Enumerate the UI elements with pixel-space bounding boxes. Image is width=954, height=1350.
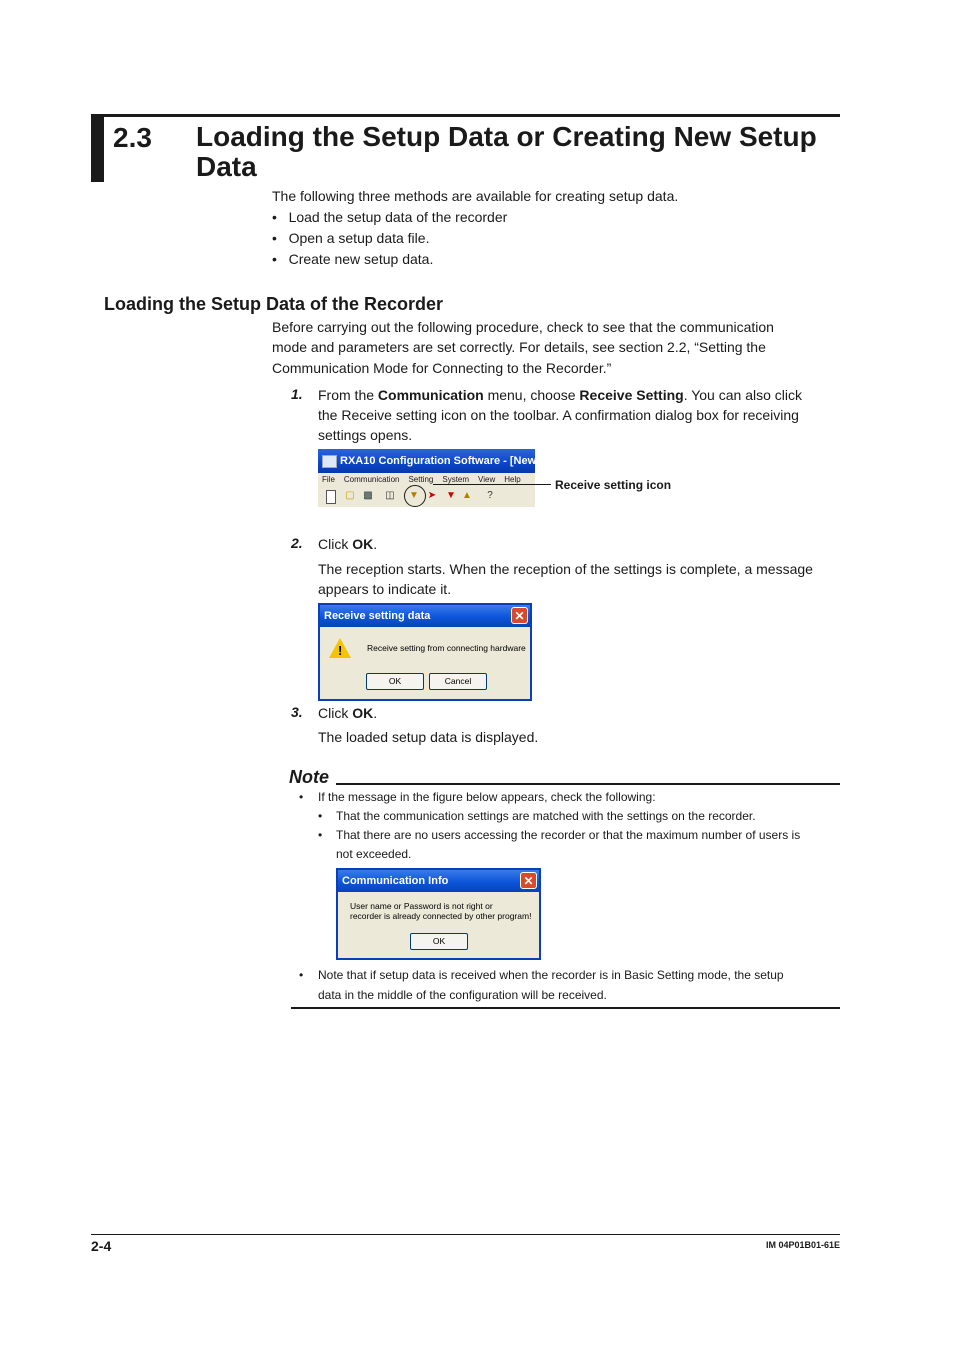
intro-bullet-1-text: Load the setup data of the recorder [288, 209, 508, 225]
step-3-ok: OK [352, 705, 374, 721]
note-sub-1-dot: • [318, 809, 323, 823]
app-title: RXA10 Configuration Software - [NewFile] [340, 455, 559, 467]
intro-text: The following three methods are available for creating setup data. [272, 188, 679, 204]
intro-bullet-1: • Load the setup data of the recorder [272, 209, 508, 225]
open-folder-icon[interactable]: ▢ [345, 490, 355, 501]
note-title: Note [289, 767, 329, 787]
step-2-detail-2: appears to indicate it. [318, 581, 452, 597]
document-id: IM 04P01B01-61E [765, 1240, 840, 1250]
step-1-line-2: the Receive setting icon on the toolbar. A confirmation dialog box for receiving [318, 407, 799, 423]
receive-icon-highlight [404, 485, 426, 507]
step-1-text-d: . You can also click [683, 387, 802, 403]
intro-bullet-2-text: Open a setup data file. [288, 230, 430, 246]
step-1-command-name: Receive Setting [579, 387, 684, 403]
step-1-line-3: settings opens. [318, 427, 413, 443]
receive-dialog-message: Receive setting from connecting hardware [367, 643, 526, 653]
step-2-detail-1: The reception starts. When the reception of the settings is complete, a message [318, 561, 813, 577]
new-file-icon[interactable] [326, 490, 336, 504]
subsection-intro-1: Before carrying out the following procedure, check to see that the communication [272, 319, 774, 335]
step-1-number: 1. [291, 386, 303, 402]
menu-help[interactable]: Help [504, 475, 521, 484]
step-3-end: . [373, 705, 378, 721]
communication-info-dialog [336, 868, 541, 960]
subsection-intro-3: Communication Mode for Connecting to the Recorder.” [272, 360, 612, 376]
callout-label: Receive setting icon [555, 478, 672, 492]
send-setting-icon[interactable]: ➤ [427, 490, 437, 501]
section-bar [91, 114, 104, 182]
note-sub-2-line-2: not exceeded. [336, 847, 412, 861]
step-3-detail: The loaded setup data is displayed. [318, 729, 539, 745]
callout-line [433, 484, 551, 485]
app-title-bar [318, 449, 559, 473]
comm-ok-button[interactable]: OK [410, 933, 468, 950]
step-1-menu-name: Communication [377, 387, 484, 403]
menu-communication[interactable]: Communication [343, 475, 400, 484]
subsection-intro-2: mode and parameters are set correctly. For details, see section 2.2, “Setting the [272, 339, 766, 355]
section-rule [104, 114, 840, 117]
step-3-number: 3. [291, 704, 303, 720]
receive-dialog-title: Receive setting data [324, 610, 431, 622]
app-toolbar [318, 487, 535, 506]
intro-bullet-2: • Open a setup data file. [272, 230, 430, 246]
section-number: 2.3 [113, 122, 152, 153]
menu-system[interactable]: System [442, 475, 470, 484]
step-2-click: Click [318, 536, 353, 552]
step-2-number: 2. [291, 535, 303, 551]
warning-mark: ! [338, 643, 343, 658]
ok-button[interactable]: OK [366, 673, 424, 690]
app-icon [322, 455, 337, 468]
comm-dialog-title: Communication Info [342, 875, 449, 887]
note-bullet-1-dot: • [299, 790, 304, 804]
help-icon[interactable]: ? [487, 490, 493, 501]
step-2-end: . [373, 536, 378, 552]
step-1-text-c: menu, choose [483, 387, 580, 403]
page-number: 2-4 [91, 1238, 112, 1254]
step-3-line [318, 703, 377, 724]
note-bullet-2-dot: • [299, 968, 304, 982]
download-icon[interactable]: ▼ [446, 490, 456, 501]
menu-setting[interactable]: Setting [408, 475, 434, 484]
step-1-line-1 [318, 385, 802, 406]
receive-setting-icon[interactable]: ▼ [409, 490, 419, 501]
step-3-click: Click [318, 705, 353, 721]
note-rule [336, 783, 840, 785]
save-icon[interactable]: ▩ [363, 490, 373, 501]
note-bullet-2-line-2: data in the middle of the configuration will be received. [318, 988, 607, 1002]
note-sub-1: That the communication settings are matched with the settings on the recorder. [336, 809, 756, 823]
upload-icon[interactable]: ▲ [462, 490, 472, 501]
menu-view[interactable]: View [478, 475, 496, 484]
note-sub-2-line-1: That there are no users accessing the recorder or that the maximum number of users is [336, 828, 801, 842]
note-bullet-1: If the message in the figure below appears, check the following: [318, 790, 656, 804]
comm-dialog-message-1: User name or Password is not right or [350, 901, 493, 911]
cancel-button[interactable]: Cancel [429, 673, 487, 690]
app-window-screenshot [318, 449, 559, 507]
section-title: Loading the Setup Data or Creating New Setup Data [196, 121, 817, 182]
receive-setting-dialog [318, 603, 532, 701]
print-icon[interactable]: ◫ [385, 490, 395, 501]
note-bullet-2-line-1: Note that if setup data is received when the recorder is in Basic Setting mode, the setup [318, 968, 784, 982]
step-2-line [318, 534, 377, 555]
receive-dialog-title-bar [320, 605, 530, 627]
close-icon[interactable]: ✕ [511, 607, 528, 624]
footer-rule [91, 1234, 840, 1235]
close-icon[interactable]: ✕ [520, 872, 537, 889]
comm-dialog-message-2: recorder is already connected by other program! [350, 911, 532, 921]
note-sub-2-dot: • [318, 828, 323, 842]
menu-file[interactable]: File [322, 475, 335, 484]
step-2-ok: OK [352, 536, 374, 552]
intro-bullet-3: • Create new setup data. [272, 251, 434, 267]
intro-bullet-3-text: Create new setup data. [288, 251, 434, 267]
note-end-rule [291, 1007, 840, 1009]
subsection-heading: Loading the Setup Data of the Recorder [104, 294, 444, 314]
step-1-text-a: From the [318, 387, 378, 403]
comm-dialog-title-bar [338, 870, 539, 892]
